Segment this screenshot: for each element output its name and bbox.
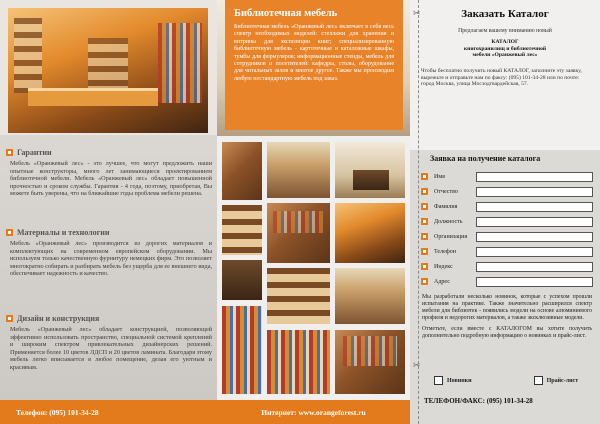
organization-field[interactable] — [476, 232, 593, 242]
form-row-position — [421, 215, 593, 228]
field-label: Имя — [434, 173, 445, 180]
square-bullet-icon — [6, 315, 13, 322]
square-bullet-icon — [6, 149, 13, 156]
right-panel — [410, 0, 600, 424]
section-body: Мебель «Оранжевый лес» - это лучшее, что могут предложить наши опытные конструкторы, много лет занимающиеся проектированием библиотечной мебели. Мебель «Оранжевый лес» обладает повышенной прочностью и сроком службы. Гарантия - 4 года, поэтому, приобретая, Вы можете быть уверены, что на ближайшие годы проблема мебели решена. — [10, 160, 212, 198]
postal-index-field[interactable] — [476, 262, 593, 272]
field-label: Индекс — [434, 263, 453, 270]
photo-reading-room — [335, 203, 405, 263]
form-row-surname — [421, 200, 593, 213]
footer-website: Интернет: www.orangeforest.ru — [217, 400, 410, 424]
section-title-text: Гарантии — [17, 148, 52, 157]
order-title: Заказать Каталог — [461, 8, 549, 20]
info-paragraph: Отметьте, если вместе с КАТАЛОГОМ вы хотите получить дополнительно подробную информацию о новинках и прайс-лист. — [422, 326, 592, 339]
square-bullet-icon — [421, 173, 428, 180]
order-intro: Предлагаем вашему вниманию новый — [458, 28, 552, 34]
intro-text: Библиотечная мебель «Оранжевый лес» включает в себя весь спектр необходимых моделей: стеллажи для хранения и витрины для экспозиции книг; специализированную библиотечную мебель - картотечные и каталожные шкафы, тумбы для формуляров; информационные стенды, мебель для сотрудников и посетителей: кафедры, столы, оборудование для читальных залов и многое другое. Также мы производим любую нестандартную мебель под заказ. — [234, 24, 394, 82]
photo-display-cabinet — [222, 142, 262, 200]
section-title-text: Материалы и технологии — [17, 228, 110, 237]
phone-fax: ТЕЛЕФОН/ФАКС: (095) 101-34-28 — [424, 397, 533, 405]
patronymic-field[interactable] — [476, 187, 593, 197]
field-label: Организация — [434, 233, 468, 240]
square-bullet-icon — [421, 248, 428, 255]
square-bullet-icon — [421, 233, 428, 240]
form-row-organization — [421, 230, 593, 243]
info-paragraph: Мы разработали несколько новинок, которые с успехом прошли испытания на практике. Также значительно расширился спектр мебели для библиотек - появились модели на основе алюминиевого профиля и недорогих материалов, а также эксклюзивные модели. — [422, 294, 592, 321]
name-field[interactable] — [476, 172, 593, 182]
order-instructions: Чтобы бесплатно получить новый КАТАЛОГ, заполните эту заявку, вырежьте и отправьте нам по факсу: (095) 101-34-28 или по почте: город Москва, улица Мосзодгвардейская, 57. — [421, 67, 582, 88]
photo-bookshelves-2 — [267, 268, 330, 324]
form-row-address — [421, 275, 593, 288]
form-title: Заявка на получение каталога — [430, 154, 541, 163]
square-bullet-icon — [6, 229, 13, 236]
field-label: Отчество — [434, 188, 458, 195]
photo-bookshelves-1 — [222, 306, 262, 394]
square-bullet-icon — [421, 203, 428, 210]
checkbox-label: Прайс-лист — [546, 377, 579, 384]
section-design — [6, 314, 212, 372]
checkbox-label: Новинки — [447, 377, 472, 384]
address-field[interactable] — [476, 277, 593, 287]
photo-bookshelves-3 — [267, 330, 330, 394]
catalog-line: мебели «Оранжевый лес» — [472, 52, 538, 59]
scissors-icon: ✂ — [413, 8, 421, 18]
section-body: Мебель «Оранжевый лес» производится из дорогих материалов и комплектующих на современном европейском оборудовании. Мы используем только качественную фурнитуру немецких фирм. Это позволяет многократно собирать и разбирать мебель без ущерба для ее внешнего вида, обеспечивает надежность и качество. — [10, 240, 212, 278]
catalog-line: книгохранилищ и библиотечной — [463, 45, 547, 52]
middle-panel — [217, 0, 410, 424]
section-title — [6, 148, 212, 157]
phone-field[interactable] — [476, 247, 593, 257]
form-row-patronymic — [421, 185, 593, 198]
form-row-index — [421, 260, 593, 273]
section-materials — [6, 228, 212, 278]
field-label: Адрес — [434, 278, 450, 285]
section-title — [6, 228, 212, 237]
square-bullet-icon — [421, 218, 428, 225]
position-field[interactable] — [476, 217, 593, 227]
catalog-line: КАТАЛОГ — [491, 39, 519, 45]
field-label: Фамилия — [434, 203, 458, 210]
request-options — [424, 376, 594, 385]
new-products-checkbox[interactable] — [434, 376, 443, 385]
photo-catalog-drawers — [222, 205, 262, 255]
section-title-text: Дизайн и конструкция — [17, 314, 100, 323]
field-label: Телефон — [434, 248, 456, 255]
surname-field[interactable] — [476, 202, 593, 212]
photo-dark-cabinet — [222, 260, 262, 300]
photo-hall — [335, 268, 405, 324]
form-row-name — [421, 170, 593, 183]
catalog-name — [410, 39, 600, 59]
intro-title: Библиотечная мебель — [234, 8, 338, 19]
new-products-option[interactable] — [434, 376, 472, 385]
photo-office — [335, 142, 405, 198]
photo-corridor — [335, 330, 405, 394]
form-row-phone — [421, 245, 593, 258]
field-label: Должность — [434, 218, 463, 225]
section-title — [6, 314, 212, 323]
order-catalog-header — [410, 0, 600, 150]
scissors-icon: ✂ — [413, 360, 421, 370]
photo-desk — [267, 142, 330, 198]
section-body: Мебель «Оранжевый лес» обладает конструкцией, позволяющей эффективно использовать пространство, специальной системой креплений и широким спектром привлекательных дизайнерских решений. Применяется более 10 цветов ЛДСП и 20 цветов ламината. Благодаря этому мебель легко вписывается в любое помещение, делая его уютным и красивым. — [10, 326, 212, 371]
new-products-info — [422, 294, 592, 340]
square-bullet-icon — [421, 263, 428, 270]
library-interior-photo — [8, 8, 208, 133]
square-bullet-icon — [421, 278, 428, 285]
footer-phone: Телефон: (095) 101-34-28 — [0, 400, 217, 424]
square-bullet-icon — [421, 188, 428, 195]
section-guarantees — [6, 148, 212, 198]
intro-box — [225, 0, 403, 130]
price-list-option[interactable] — [534, 376, 579, 385]
photo-card-cabinet — [267, 203, 330, 263]
left-panel — [0, 0, 217, 424]
price-list-checkbox[interactable] — [534, 376, 543, 385]
